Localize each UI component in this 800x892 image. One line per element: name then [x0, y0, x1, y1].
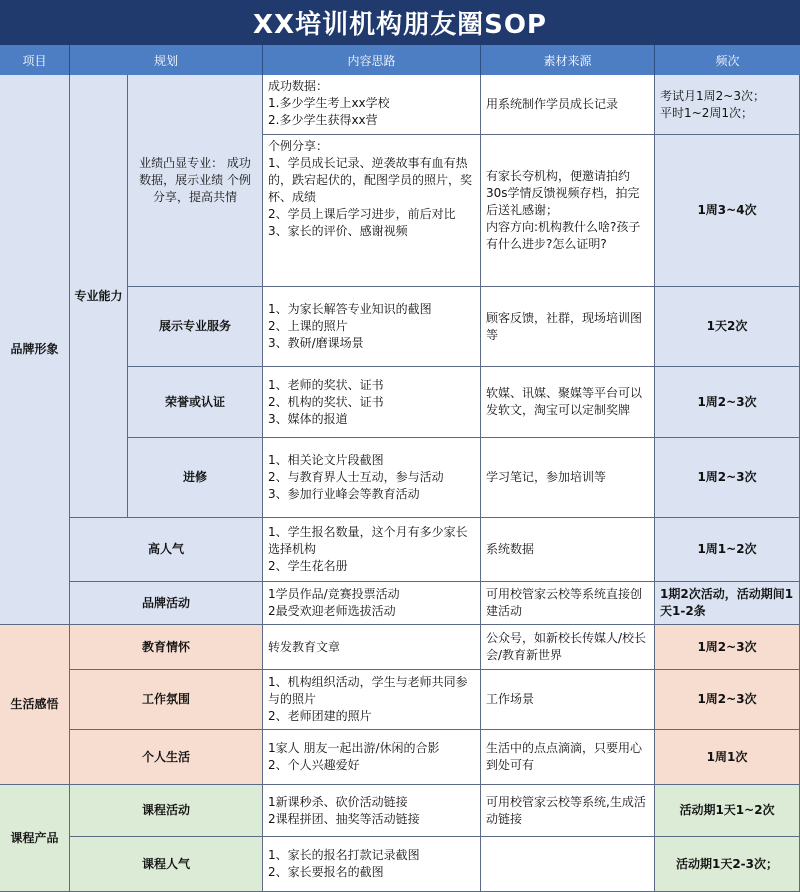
freq-popularity: 1周1~2次 — [655, 518, 800, 582]
freq-case-sharing: 1周3~4次 — [655, 135, 800, 287]
freq-further-study: 1周2~3次 — [655, 438, 800, 518]
source-honor: 软媒、讯媒、聚媒等平台可以发软文，淘宝可以定制奖牌 — [481, 367, 655, 438]
content-personal-life: 1家人 朋友一起出游/休闲的合影 2、个人兴趣爱好 — [263, 730, 481, 785]
header-project: 项目 — [0, 45, 70, 75]
source-course-popularity — [481, 837, 655, 892]
header-source: 素材来源 — [481, 45, 655, 75]
plan-performance: 业绩凸显专业： 成功数据，展示业绩 个例分享，提高共情 — [128, 75, 263, 287]
plan-professional-service: 展示专业服务 — [128, 287, 263, 367]
freq-honor: 1周2~3次 — [655, 367, 800, 438]
plan-honor: 荣誉或认证 — [128, 367, 263, 438]
plan-course-activity: 课程活动 — [70, 785, 263, 837]
source-education-passion: 公众号，如新校长传媒人/校长会/教育新世界 — [481, 625, 655, 670]
content-success-data: 成功数据： 1.多少学生考上xx学校 2.多少学生获得xx营 — [263, 75, 481, 135]
plan-work-atmosphere: 工作氛围 — [70, 670, 263, 730]
freq-work-atmosphere: 1周2~3次 — [655, 670, 800, 730]
freq-course-activity: 活动期1天1~2次 — [655, 785, 800, 837]
source-further-study: 学习笔记，参加培训等 — [481, 438, 655, 518]
freq-course-popularity: 活动期1天2-3次； — [655, 837, 800, 892]
source-parent-video: 有家长夸机构，便邀请拍约30s学情反馈视频存档，拍完后送礼感谢； 内容方向:机构教什么啥?孩子有什么进步?怎么证明? — [481, 135, 655, 287]
freq-professional-service: 1天2次 — [655, 287, 800, 367]
content-case-sharing: 个例分享： 1、学员成长记录、逆袭故事有血有热的，跌宕起伏的，配图学员的照片，奖杯、成绩 2、学员上课后学习进步，前后对比 3、家长的评价、感谢视频 — [263, 135, 481, 287]
plan-course-popularity: 课程人气 — [70, 837, 263, 892]
content-work-atmosphere: 1、机构组织活动，学生与老师共同参与的照片 2、老师团建的照片 — [263, 670, 481, 730]
plan-further-study: 进修 — [128, 438, 263, 518]
source-popularity: 系统数据 — [481, 518, 655, 582]
source-brand-activity: 可用校管家云校等系统直接创建活动 — [481, 582, 655, 625]
freq-education-passion: 1周2~3次 — [655, 625, 800, 670]
subgroup-professional-ability: 专业能力 — [70, 75, 128, 518]
group-life-insight: 生活感悟 — [0, 625, 70, 785]
plan-popularity: 高人气 — [70, 518, 263, 582]
plan-education-passion: 教育情怀 — [70, 625, 263, 670]
content-course-activity: 1新课秒杀、砍价活动链接 2课程拼团、抽奖等活动链接 — [263, 785, 481, 837]
freq-brand-activity: 1期2次活动，活动期间1天1-2条 — [655, 582, 800, 625]
content-further-study: 1、相关论文片段截图 2、与教育界人士互动，参与活动 3、参加行业峰会等教育活动 — [263, 438, 481, 518]
source-work-atmosphere: 工作场景 — [481, 670, 655, 730]
header-plan: 规划 — [70, 45, 263, 75]
content-honor: 1、老师的奖状、证书 2、机构的奖状、证书 3、媒体的报道 — [263, 367, 481, 438]
group-brand-image: 品牌形象 — [0, 75, 70, 625]
header-content: 内容思路 — [263, 45, 481, 75]
page-title: XX培训机构朋友圈SOP — [0, 0, 800, 45]
freq-personal-life: 1周1次 — [655, 730, 800, 785]
source-professional-service: 顾客反馈，社群，现场培训图等 — [481, 287, 655, 367]
content-brand-activity: 1学员作品/竞赛投票活动 2最受欢迎老师选拔活动 — [263, 582, 481, 625]
plan-personal-life: 个人生活 — [70, 730, 263, 785]
source-personal-life: 生活中的点点滴滴，只要用心到处可有 — [481, 730, 655, 785]
content-popularity: 1、学生报名数量，这个月有多少家长选择机构 2、学生花名册 — [263, 518, 481, 582]
plan-brand-activity: 品牌活动 — [70, 582, 263, 625]
source-course-activity: 可用校管家云校等系统,生成活动链接 — [481, 785, 655, 837]
header-frequency: 频次 — [655, 45, 800, 75]
freq-success-data: 考试月1周2~3次； 平时1~2周1次； — [655, 75, 800, 135]
group-course-product: 课程产品 — [0, 785, 70, 892]
content-professional-service: 1、为家长解答专业知识的截图 2、上课的照片 3、教研/磨课场景 — [263, 287, 481, 367]
content-course-popularity: 1、家长的报名打款记录截图 2、家长要报名的截图 — [263, 837, 481, 892]
source-growth-record: 用系统制作学员成长记录 — [481, 75, 655, 135]
content-education-passion: 转发教育文章 — [263, 625, 481, 670]
